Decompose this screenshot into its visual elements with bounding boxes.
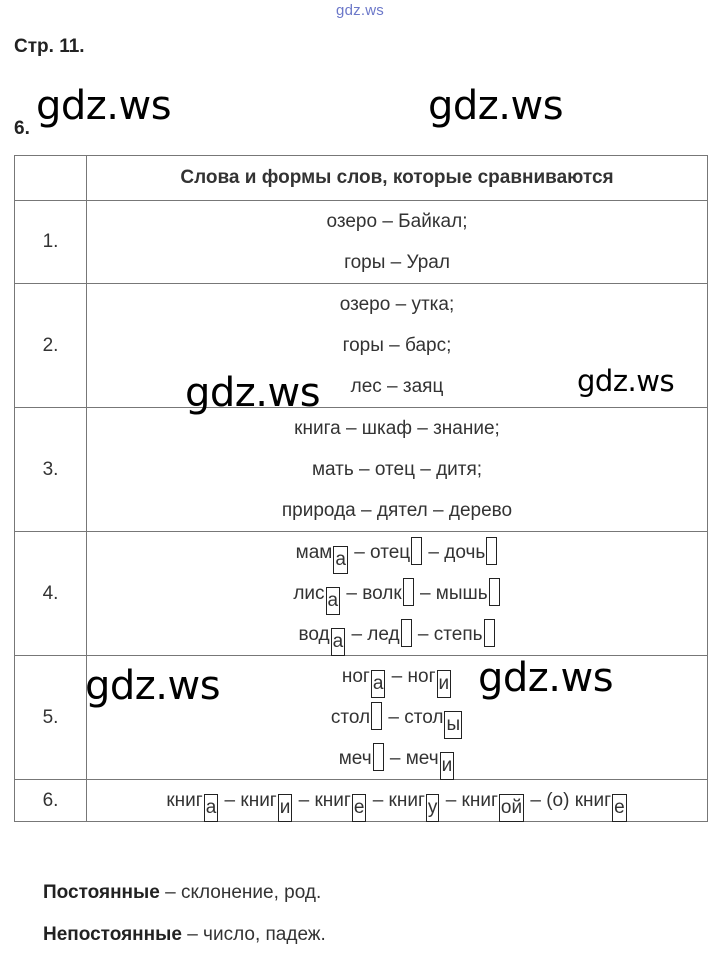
word-text: – отец <box>348 542 411 563</box>
word-text: стол <box>330 707 371 728</box>
table-row <box>15 780 708 822</box>
word-text: – степь <box>412 624 483 645</box>
row-words <box>87 201 708 284</box>
ending-box: ой <box>499 794 524 822</box>
word-text: книг <box>166 790 203 811</box>
word-text: – книг <box>367 790 425 811</box>
word-text: вод <box>298 624 330 645</box>
variable-text: – число, падеж. <box>181 924 326 945</box>
word-text: озеро – утка; <box>339 294 455 315</box>
word-text: – стол <box>383 707 444 728</box>
page-reference: Стр. 11. <box>14 36 85 57</box>
table-row <box>15 408 708 532</box>
word-text: – (о) книг <box>525 790 612 811</box>
comparison-table <box>14 155 708 822</box>
word-text: озеро – Байкал; <box>326 211 468 232</box>
variable-features-line <box>43 924 326 946</box>
word-text: лес – заяц <box>350 376 444 397</box>
ending-box: а <box>204 794 219 822</box>
row-number: 5. <box>15 656 87 780</box>
ending-box: а <box>333 546 348 574</box>
word-line <box>87 242 707 283</box>
ending-box: ы <box>444 711 462 739</box>
row-words <box>87 780 708 822</box>
ending-box: а <box>331 628 346 656</box>
word-text: мам <box>295 542 333 563</box>
word-text: – книг <box>293 790 351 811</box>
word-text: природа – дятел – дерево <box>281 500 513 521</box>
ending-box <box>489 578 500 606</box>
word-text: – меч <box>384 748 439 769</box>
ending-box: и <box>437 670 452 698</box>
watermark: gdz.ws <box>577 364 675 398</box>
ending-box: а <box>326 587 341 615</box>
row-number: 2. <box>15 284 87 408</box>
word-line <box>87 573 707 614</box>
word-line <box>87 780 707 821</box>
word-line <box>87 532 707 573</box>
row-words <box>87 408 708 532</box>
table-row <box>15 201 708 284</box>
word-text: – волк <box>341 583 402 604</box>
word-text: – дочь <box>423 542 486 563</box>
ending-box <box>486 537 497 565</box>
watermark: gdz.ws <box>85 663 221 709</box>
word-text: мать – отец – дитя; <box>311 459 483 480</box>
word-text: лис <box>293 583 325 604</box>
watermark: gdz.ws <box>185 370 321 416</box>
word-text: – книг <box>440 790 498 811</box>
word-line <box>87 408 707 449</box>
ending-box <box>401 619 412 647</box>
table-row <box>15 532 708 656</box>
word-line <box>87 449 707 490</box>
word-line <box>87 201 707 242</box>
word-text: – лед <box>346 624 400 645</box>
ending-box <box>411 537 422 565</box>
word-text: горы – Урал <box>344 252 450 273</box>
word-text: – мышь <box>414 583 488 604</box>
header-number-cell <box>15 156 87 201</box>
word-text: – книг <box>219 790 277 811</box>
header-words-cell: Слова и формы слов, которые сравниваются <box>87 156 708 201</box>
word-text: книга – шкаф – знание; <box>294 418 500 439</box>
word-line <box>87 490 707 531</box>
constant-label: Постоянные <box>43 882 160 903</box>
word-text: – ног <box>386 666 436 687</box>
variable-label: Непостоянные <box>43 924 182 945</box>
ending-box <box>373 743 384 771</box>
ending-box: е <box>612 794 627 822</box>
task-number: 6. <box>14 118 30 139</box>
table-header-row <box>15 156 708 201</box>
constant-features-line <box>43 882 321 904</box>
row-number: 6. <box>15 780 87 822</box>
row-words <box>87 532 708 656</box>
watermark: gdz.ws <box>428 83 564 129</box>
ending-box <box>484 619 495 647</box>
ending-box <box>371 702 382 730</box>
word-text: горы – барс; <box>342 335 452 356</box>
word-line <box>87 738 707 779</box>
ending-box: и <box>278 794 293 822</box>
ending-box: а <box>371 670 386 698</box>
ending-box: е <box>352 794 367 822</box>
ending-box: и <box>440 752 455 780</box>
row-number: 4. <box>15 532 87 656</box>
word-line <box>87 614 707 655</box>
row-number: 3. <box>15 408 87 532</box>
word-text: ног <box>341 666 370 687</box>
constant-text: – склонение, род. <box>159 882 322 903</box>
row-number: 1. <box>15 201 87 284</box>
watermark: gdz.ws <box>36 83 172 129</box>
ending-box <box>403 578 414 606</box>
word-text: меч <box>338 748 372 769</box>
ending-box: у <box>426 794 440 822</box>
watermark: gdz.ws <box>478 655 614 701</box>
word-line <box>87 325 707 366</box>
word-line <box>87 284 707 325</box>
top-watermark: gdz.ws <box>336 2 384 19</box>
